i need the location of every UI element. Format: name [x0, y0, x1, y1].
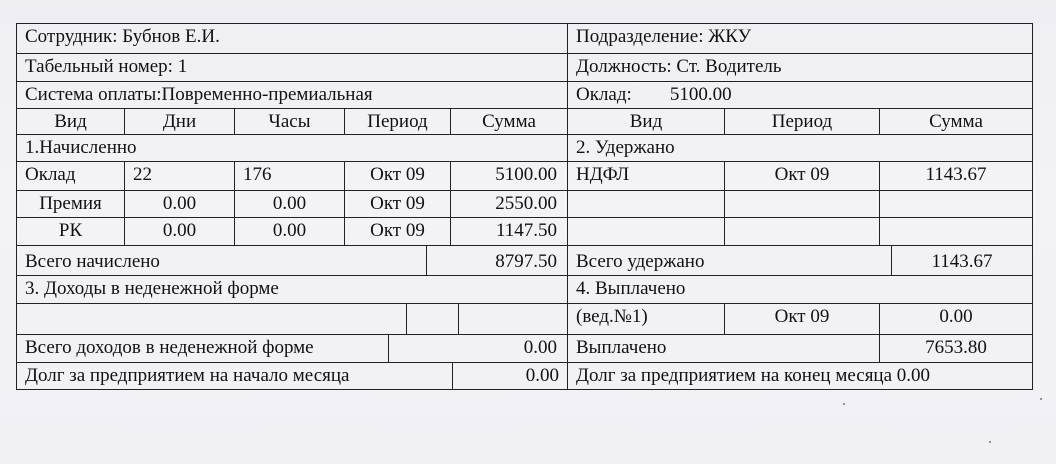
tab-number: Табельный номер: 1 — [17, 54, 568, 82]
header-type: Вид — [17, 109, 125, 135]
withheld-row-period: Окт 09 — [725, 162, 880, 191]
withheld-empty-cell — [725, 191, 880, 218]
header-period: Период — [345, 109, 451, 135]
in-kind-empty-cell — [407, 304, 459, 335]
withheld-title: 2. Удержано — [568, 135, 1033, 162]
accrued-row-type: Оклад — [17, 162, 125, 191]
salary — [568, 82, 1033, 109]
in-kind-empty-cell — [17, 304, 407, 335]
accrued-row-period: Окт 09 — [345, 191, 451, 218]
salary-value: 5100.00 — [669, 84, 732, 105]
position: Должность: Ст. Водитель — [568, 54, 1033, 82]
withheld-empty-cell — [880, 191, 1033, 218]
accrued-row-days: 22 — [125, 162, 235, 191]
accrued-row-hours: 0.00 — [235, 218, 345, 246]
debt-start-value: 0.00 — [453, 363, 568, 390]
accrued-row-days: 0.00 — [125, 218, 235, 246]
withheld-row-amount: 1143.67 — [880, 162, 1033, 191]
in-kind-title: 3. Доходы в неденежной форме — [17, 276, 568, 304]
debt-start-label: Долг за предприятием на начало месяца — [17, 363, 453, 390]
accrued-total-value: 8797.50 — [427, 246, 568, 276]
in-kind-total-label: Всего доходов в неденежной форме — [17, 335, 389, 363]
accrued-row-hours: 176 — [235, 162, 345, 191]
accrued-total-label: Всего начислено — [17, 246, 427, 276]
paid-row-period: Окт 09 — [725, 304, 880, 335]
withheld-empty-cell — [725, 218, 880, 246]
header-days: Дни — [125, 109, 235, 135]
withheld-empty-cell — [880, 218, 1033, 246]
accrued-title: 1.Начисленно — [17, 135, 568, 162]
paid-row-amount: 0.00 — [880, 304, 1033, 335]
paid-title: 4. Выплачено — [568, 276, 1033, 304]
header-hours: Часы — [235, 109, 345, 135]
accrued-row-amount: 2550.00 — [451, 191, 568, 218]
withheld-total-value: 1143.67 — [892, 246, 1033, 276]
header-withheld-type: Вид — [568, 109, 725, 135]
header-withheld-amount: Сумма — [880, 109, 1033, 135]
debt-end: Долг за предприятием на конец месяца 0.00 — [568, 363, 1033, 390]
paid-total-label: Выплачено — [568, 335, 880, 363]
scan-speck — [989, 441, 991, 443]
accrued-row-period: Окт 09 — [345, 162, 451, 191]
accrued-row-hours: 0.00 — [235, 191, 345, 218]
withheld-empty-cell — [568, 218, 725, 246]
accrued-row-amount: 1147.50 — [451, 218, 568, 246]
paid-row-type: (вед.№1) — [568, 304, 725, 335]
withheld-total-label: Всего удержано — [568, 246, 892, 276]
paid-total-value: 7653.80 — [880, 335, 1033, 363]
withheld-empty-cell — [568, 191, 725, 218]
in-kind-total-value: 0.00 — [389, 335, 568, 363]
payslip-table — [16, 23, 1033, 390]
scan-speck — [1040, 398, 1042, 400]
accrued-row-type: РК — [17, 218, 125, 246]
accrued-row-days: 0.00 — [125, 191, 235, 218]
department: Подразделение: ЖКУ — [568, 24, 1033, 54]
in-kind-empty-cell — [459, 304, 568, 335]
header-withheld-period: Период — [725, 109, 880, 135]
accrued-row-amount: 5100.00 — [451, 162, 568, 191]
accrued-row-period: Окт 09 — [345, 218, 451, 246]
withheld-row-type: НДФЛ — [568, 162, 725, 191]
header-amount: Сумма — [451, 109, 568, 135]
accrued-row-type: Премия — [17, 191, 125, 218]
scan-speck — [843, 403, 845, 405]
pay-system: Система оплаты:Повременно-премиальная — [17, 82, 568, 109]
salary-label: Оклад: — [576, 84, 632, 105]
employee-name: Сотрудник: Бубнов Е.И. — [17, 24, 568, 54]
